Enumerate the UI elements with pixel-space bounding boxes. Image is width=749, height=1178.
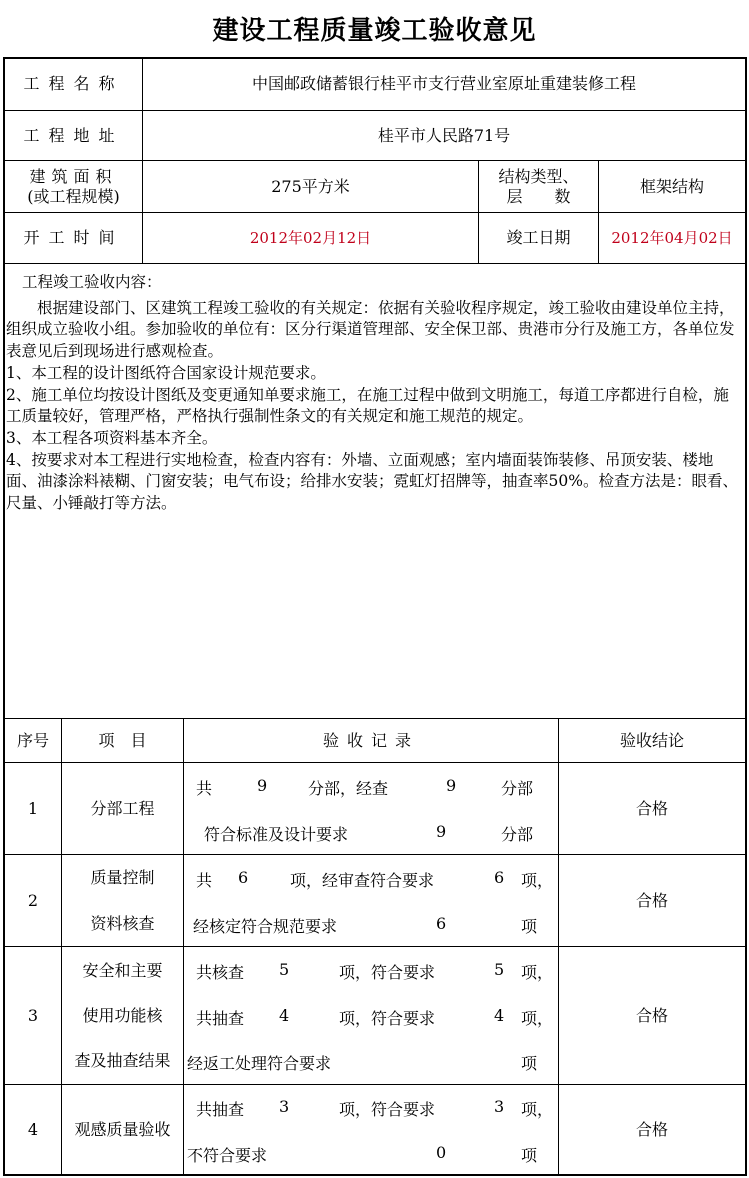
row-1-rec1-c: 分部，经查 [308, 779, 389, 798]
row-3-rec1-c: 项，符合要求 [339, 963, 436, 982]
row-2-rec2-e: 项 [521, 917, 538, 936]
row-4-rec1-c: 项，符合要求 [339, 1100, 436, 1119]
row-4-rec1-e: 项， [521, 1100, 554, 1119]
col-header-record: 验收记录 [322, 730, 419, 750]
content-heading: 工程竣工验收内容： [22, 273, 162, 291]
area-label-line1: 建筑面积 [29, 166, 118, 186]
content-item-2: 2、施工单位均按设计图纸及变更通知单要求施工，在施工过程中做到文明施工，每道工序都进行自检，施工质量较好，管理严格，严格执行强制性条文的有关规定和施工规范的规定。 [6, 385, 729, 426]
row-4-rec2-e: 项 [521, 1146, 538, 1165]
col-line [183, 718, 184, 1175]
row-4-rec2-d: 0 [436, 1143, 447, 1162]
row-2-rec1-d: 6 [494, 868, 505, 887]
row-1-rec1-e: 分部 [501, 779, 534, 798]
area-value: 275平方米 [271, 176, 350, 196]
row-3-rec2-d: 4 [494, 1006, 505, 1025]
content-paragraph: 根据建设部门、区建筑工程竣工验收的有关规定：依据有关验收程序规定，竣工验收由建设单位主持，组织成立验收小组。参加验收的单位有：区分行渠道管理部、安全保卫部、贵港市分行及施工方，各单位发表意见后到现场进行感观检查。 [6, 298, 735, 361]
content-item-3: 3、本工程各项资料基本齐全。 [6, 428, 218, 447]
row-3-result: 合格 [635, 1005, 668, 1025]
row-2-result: 合格 [635, 890, 668, 910]
row-3-rec1-e: 项， [521, 963, 554, 982]
row-4-rec2-a: 不符合要求 [187, 1146, 268, 1165]
row-2-rec1-c: 项，经审查符合要求 [290, 871, 435, 890]
col-header-item: 项 目 [98, 730, 147, 750]
document-title: 建设工程质量竣工验收意见 [212, 16, 537, 46]
row-2-item [62, 855, 183, 946]
row-1-rec2-a: 符合标准及设计要求 [204, 825, 349, 844]
finish-date-value: 2012年04月02日 [611, 229, 733, 247]
row-4-rec1-d: 3 [494, 1097, 505, 1116]
row-3-item-line3: 查及抽查结果 [74, 1051, 171, 1070]
row-3-rec1-d: 5 [494, 960, 505, 979]
row-2-rec2-a: 经核定符合规范要求 [193, 917, 338, 936]
project-address-value: 桂平市人民路71号 [377, 125, 511, 145]
row-2-rec1-e: 项， [521, 871, 554, 890]
row-3-item [62, 947, 183, 1084]
project-address-label: 工程地址 [23, 125, 124, 145]
area-label [5, 161, 142, 212]
start-date-value: 2012年02月12日 [249, 229, 372, 247]
row-3-item-line1: 安全和主要 [82, 961, 163, 980]
row-1-rec1-b: 9 [257, 776, 268, 795]
row-1-no: 1 [27, 798, 39, 818]
row-4-item: 观感质量验收 [74, 1119, 171, 1139]
row-1-rec1-a: 共 [196, 779, 213, 798]
row-4-no: 4 [27, 1119, 39, 1139]
project-name-label: 工程名称 [23, 74, 124, 93]
structure-value: 框架结构 [639, 176, 704, 196]
row-3-rec3-e: 项 [521, 1054, 538, 1073]
content-item-4: 4、按要求对本工程进行实地检查，检查内容有：外墙、立面观感；室内墙面装饰装修、吊顶安装、楼地面、油漆涂料裱糊、门窗安装；电气布设；给排水安装；霓虹灯招牌等，抽查率50%。检查方法是：眼看、尺量、小锤敲打等方法。 [6, 450, 738, 513]
row-3-no: 3 [27, 1005, 39, 1025]
row-4-rec1-a: 共抽查 [196, 1100, 245, 1119]
project-name-value: 中国邮政储蓄银行桂平市支行营业室原址重建装修工程 [251, 74, 636, 93]
col-header-result: 验收结论 [619, 730, 684, 750]
row-1-item: 分部工程 [90, 798, 155, 818]
row-3-rec2-a: 共抽查 [196, 1009, 245, 1028]
row-line [3, 263, 747, 264]
row-3-rec3-a: 经返工处理符合要求 [187, 1054, 332, 1073]
frame-bottom [3, 1174, 747, 1176]
row-2-item-line2: 资料核查 [90, 913, 155, 933]
row-1-rec1-d: 9 [446, 776, 457, 795]
row-2-no: 2 [27, 890, 39, 910]
row-1-rec2-e: 分部 [501, 825, 534, 844]
row-2-rec1-a: 共 [196, 871, 213, 890]
row-4-rec1-b: 3 [279, 1097, 290, 1116]
row-3-rec2-b: 4 [279, 1006, 290, 1025]
start-date-label: 开工时间 [23, 228, 124, 247]
finish-date-label: 竣工日期 [506, 228, 571, 247]
area-label-line2: (或工程规模) [27, 186, 120, 206]
structure-label-line2: 层 数 [506, 186, 571, 206]
row-3-rec2-c: 项，符合要求 [339, 1009, 436, 1028]
row-2-item-line1: 质量控制 [90, 867, 155, 887]
acceptance-content [6, 272, 744, 515]
row-4-result: 合格 [635, 1119, 668, 1139]
row-3-rec1-a: 共核查 [196, 963, 245, 982]
row-2-rec1-b: 6 [238, 868, 249, 887]
row-3-rec2-e: 项， [521, 1009, 554, 1028]
content-item-1: 1、本工程的设计图纸符合国家设计规范要求。 [6, 363, 326, 382]
row-1-result: 合格 [635, 798, 668, 818]
row-3-rec1-b: 5 [279, 960, 290, 979]
structure-label-line1: 结构类型、 [498, 166, 579, 186]
row-2-rec2-d: 6 [436, 914, 447, 933]
col-header-no: 序号 [16, 730, 49, 750]
row-1-rec2-d: 9 [436, 822, 447, 841]
row-3-item-line2: 使用功能核 [82, 1006, 163, 1025]
structure-label [479, 161, 598, 212]
frame-right [745, 57, 747, 1176]
